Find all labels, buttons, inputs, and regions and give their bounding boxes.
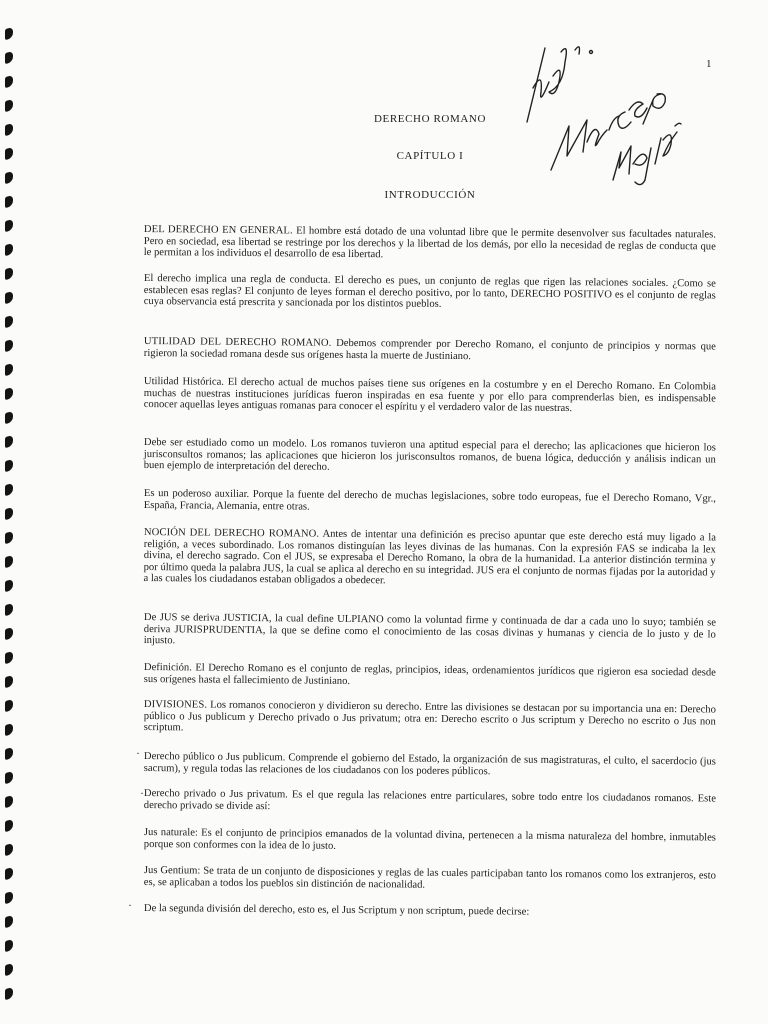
paragraph-text: El hombre está dotado de una voluntad libre que le permite desenvolver sus facultades naturales. Pero en sociedad, esa libertad se restringe por los derechos y la libertad de los demás, por ello la necesidad de reglas de conducta que le permitan a los individuos el desarrollo de esa libertad.: [143, 225, 716, 261]
paragraph-lead: NOCIÓN DEL DERECHO ROMANO.: [143, 527, 320, 540]
paragraph-justicia: [144, 612, 716, 652]
paragraph-jus-publicum: [144, 751, 716, 780]
binding-hole: [5, 267, 13, 281]
binding-hole: [5, 795, 13, 809]
binding-hole: [5, 891, 13, 905]
paragraph-utilidad-historica: [144, 376, 716, 416]
binding-hole: [5, 651, 13, 665]
paragraph-text: De JUS se deriva JUSTICIA, la cual define ULPIANO como la voluntad firme y continuada de dar a cada uno lo suyo; también se deriva JURISPRUDENTIA, la que se define como el conocimiento de las cosas divinas y humanas y ciencia de lo justo y de lo injusto.: [143, 612, 716, 647]
paragraph-lead: UTILIDAD DEL DERECHO ROMANO.: [143, 336, 332, 349]
paragraph-jus-privatum: [144, 788, 716, 817]
page-number: 1: [706, 58, 712, 70]
paragraph-text: Jus Gentium: Se trata de un conjunto de disposiciones y reglas de las cuales participaban tanto los romanos como los extranjeros, esto es, se aplicaban a todos los pueblos sin distinción de nacionalidad.: [143, 865, 716, 891]
binding-hole: [5, 819, 13, 833]
paragraph-text: Debe ser estudiado como un modelo. Los romanos tuvieron una aptitud especial para el derecho; las aplicaciones que hicieron los jurisconsultos romanos; las aplicaciones que hicieron los jurisconsultos romanos, de buena lógica, deducción y análisis indican un buen ejemplo de interpretación del derecho.: [143, 437, 716, 473]
binding-hole: [5, 627, 13, 641]
binding-hole: [5, 51, 13, 65]
paragraph-text: Utilidad Histórica. El derecho actual de muchos países tiene sus orígenes en la costumbre y en el Derecho Romano. En Colombia muchas de nuestras instituciones jurídicas fueron inspiradas en esa fuente y por ello para comprenderlas bien, es indispensable conocer aquellas leyes antiguas romanas para conocer el espíritu y el verdadero valor de las nuestras.: [143, 376, 716, 415]
binding-hole: [5, 531, 13, 545]
binding-hole: [5, 675, 13, 689]
paragraph-lead: DEL DERECHO EN GENERAL.: [143, 224, 293, 237]
binding-hole: [5, 75, 13, 89]
binding-hole: [5, 771, 13, 785]
section-heading: INTRODUCCIÓN: [384, 189, 476, 201]
paragraph-derecho-general: [144, 224, 716, 264]
binding-hole: [5, 987, 13, 1001]
paragraph-utilidad: [144, 336, 716, 365]
paragraph-text: Debemos comprender por Derecho Romano, el conjunto de principios y normas que rigieron la sociedad romana desde sus orígenes hasta la muerte de Justiniano.: [143, 337, 716, 362]
paragraph-text: El derecho implica una regla de conducta. El derecho es pues, un conjunto de reglas que rigen las relaciones sociales. ¿Como se establecen esas reglas? El conjunto de leyes forman el derecho positivo, por lo tanto, DERECHO POSITIVO es el conjunto de reglas cuya observancia está prescrita y sancionada por los distintos pueblos.: [143, 273, 716, 311]
stray-dot-mark: ·: [136, 746, 140, 760]
binding-hole: [5, 147, 13, 161]
binding-hole: [5, 459, 13, 473]
binding-hole: [5, 555, 13, 569]
handwritten-signature: [505, 30, 705, 190]
binding-hole: [5, 243, 13, 257]
paragraph-lead: DIVISIONES.: [143, 699, 208, 711]
binding-hole: [5, 939, 13, 953]
paragraph-divisiones: [144, 699, 716, 739]
binding-hole: [5, 99, 13, 113]
binding-hole: [5, 723, 13, 737]
paragraph-jus-gentium: [144, 865, 716, 894]
paragraph-text: Es un poderoso auxiliar. Porque la fuente del derecho de muchas legislaciones, sobre todo europeas, fue el Derecho Romano, Vgr., España, Francia, Alemania, entre otras.: [143, 488, 716, 513]
binding-hole: [5, 915, 13, 929]
binding-hole: [5, 219, 13, 233]
binding-hole: [5, 603, 13, 617]
binding-hole: [5, 291, 13, 305]
paragraph-modelo: [144, 437, 716, 477]
binding-hole: [5, 195, 13, 209]
binding-hole: [5, 867, 13, 881]
binding-hole: [5, 435, 13, 449]
binding-hole: [5, 747, 13, 761]
binding-hole: [5, 171, 13, 185]
binding-holes: [0, 0, 18, 1024]
binding-hole: [5, 27, 13, 41]
paragraph-nocion: [143, 527, 716, 590]
paragraph-text: Los romanos conocieron y dividieron su derecho. Entre las divisiones se destacan por su importancia una en: Derecho público o Jus publicum y Derecho privado o Jus privatum; otra en: Derecho escrito o Jus scriptum y Derecho no escrito o Jus non scriptum.: [143, 699, 716, 734]
stray-dot-mark: ·: [128, 898, 132, 912]
binding-hole: [5, 363, 13, 377]
binding-hole: [5, 579, 13, 593]
paragraph-segunda-division: [144, 903, 716, 920]
paragraph-jus-naturale: [144, 827, 716, 856]
binding-hole: [5, 339, 13, 353]
binding-hole: [5, 843, 13, 857]
paragraph-text: Definición. El Derecho Romano es el conjunto de reglas, principios, ideas, ordenamientos jurídicos que rigieron esa sociedad desde sus orígenes hasta el fallecimiento de Justiniano.: [143, 662, 716, 687]
document-title: DERECHO ROMANO: [374, 113, 486, 125]
paragraph-text: Derecho privado o Jus privatum. Es el que regula las relaciones entre particulares, sobre todo entre los ciudadanos romanos. Este derecho privado se divide así:: [143, 788, 716, 812]
binding-hole: [5, 123, 13, 137]
binding-hole: [5, 315, 13, 329]
binding-hole: [5, 963, 13, 977]
binding-hole: [5, 699, 13, 713]
stray-dot-mark: ·: [140, 786, 144, 800]
paragraph-text: De la segunda división del derecho, esto es, el Jus Scriptum y non scriptum, puede decirse:: [143, 903, 530, 918]
binding-hole: [5, 411, 13, 425]
binding-hole: [5, 483, 13, 497]
binding-hole: [5, 387, 13, 401]
paragraph-derecho-positivo: [144, 273, 716, 313]
paragraph-text: Derecho público o Jus publicum. Comprende el gobierno del Estado, la organización de sus magistraturas, el culto, el sacerdocio (jus sacrum), y regula todas las relaciones de los ciudadanos con los poderes públicos.: [143, 751, 716, 777]
paragraph-auxiliar: [144, 488, 716, 517]
paragraph-text: Jus naturale: Es el conjunto de principios emanados de la voluntad divina, pertenecen a la misma naturaleza del hombre, inmutables porque son conformes con la idea de lo justo.: [143, 827, 716, 852]
chapter-heading: CAPÍTULO I: [396, 150, 464, 162]
paragraph-definicion: [144, 662, 716, 691]
binding-hole: [5, 507, 13, 521]
paragraph-text: Antes de intentar una definición es preciso apuntar que este derecho está muy ligado a la religión, a veces subordinado. Los romanos distinguían las leyes divinas de las humanas. Con la expresión FAS se indicaba la lex divina, el derecho sagrado. Con el JUS, se expresaba el Derecho Romano, la obra de la humanidad. La anterior distinción termina y por último queda la palabra JUS, la cual se aplica al derecho en su integridad. JUS era el conjunto de normas fijadas por la autoridad y a las cuales los ciudadanos estaban obligados a obedecer.: [143, 528, 716, 587]
